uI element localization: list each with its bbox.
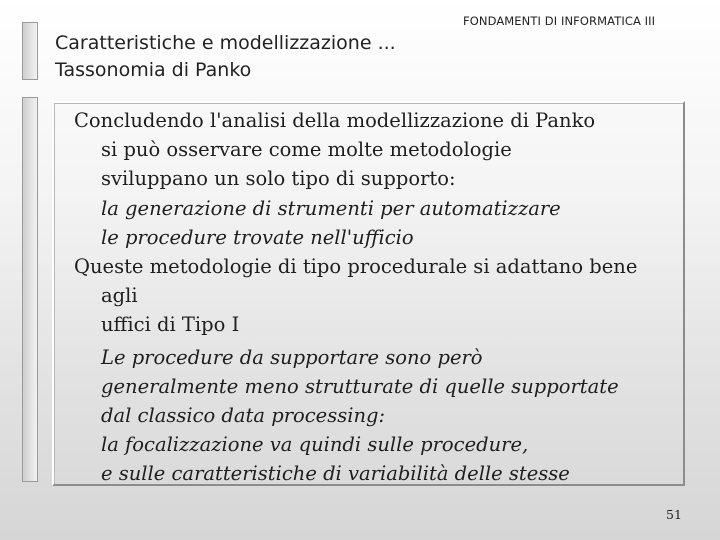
paragraph-2-italic-line-2: generalmente meno strutturate di quelle supportate [101,374,619,398]
paragraph-2-italic-line-1: Le procedure da supportare sono però [101,345,483,369]
slide-body [74,106,674,489]
content-accent-bar [22,97,38,482]
paragraph-2-line-1: Queste metodologie di tipo procedurale si adattano bene agli [74,255,638,308]
course-header: FONDAMENTI DI INFORMATICA III [463,14,656,28]
paragraph-1-italic-line-2: le procedure trovate nell'ufficio [101,225,414,249]
paragraph-1-italic-line-1: la generazione di strumenti per automatizzare [101,196,561,220]
slide-title [55,30,396,84]
paragraph-2-italic-line-4: la focalizzazione va quindi sulle procedure, [101,433,529,457]
slide-title-line-1: Caratteristiche e modellizzazione ... [55,32,396,54]
paragraph-1-line-3: sviluppano un solo tipo di supporto: [101,167,456,191]
paragraph-2-line-2: uffici di Tipo I [101,313,240,337]
paragraph-1-line-1: Concludendo l'analisi della modellizzazione di Panko [74,109,596,132]
slide-title-line-2: Tassonomia di Panko [55,59,252,81]
paragraph-1-line-2: si può osservare come molte metodologie [101,138,512,162]
paragraph-1 [74,106,674,194]
paragraph-2-italic-line-5: e sulle caratteristiche di variabilità delle stesse [101,462,570,486]
title-accent-bar [22,22,38,80]
paragraph-2 [74,252,674,340]
paragraph-1-italic [74,194,674,252]
paragraph-2-italic-line-3: dal classico data processing: [101,404,386,428]
page-number: 51 [666,507,682,522]
paragraph-2-italic [74,343,674,489]
